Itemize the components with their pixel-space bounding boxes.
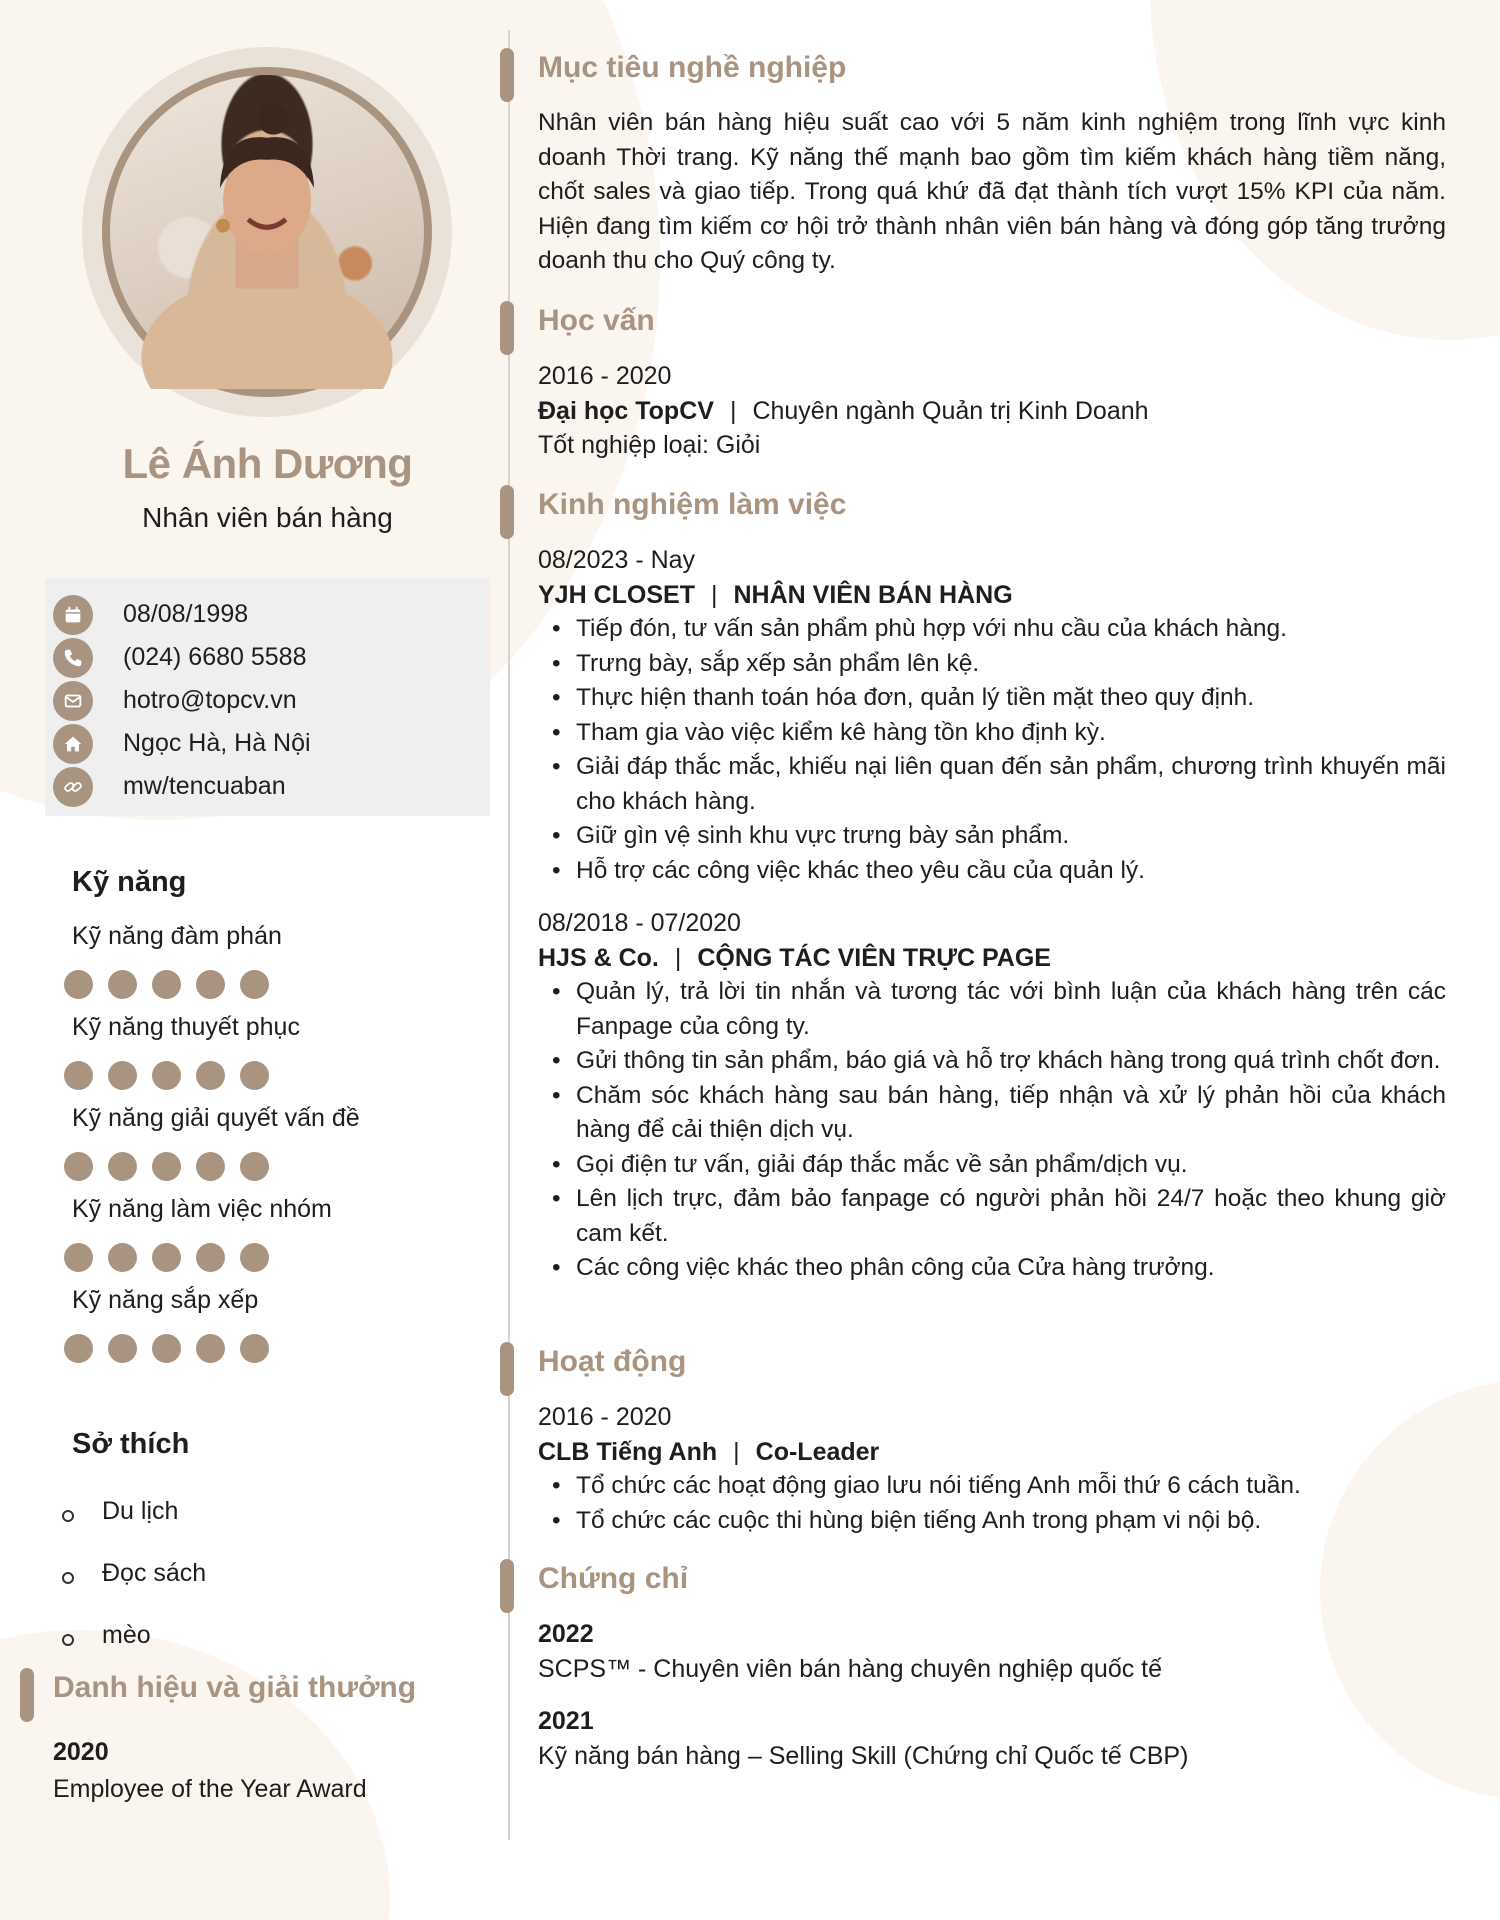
job-entry	[500, 543, 1450, 888]
award-name: Employee of the Year Award	[53, 1775, 367, 1803]
profile-name: Lê Ánh Dương	[122, 440, 413, 487]
hobby-item	[62, 1604, 206, 1666]
bullet-icon	[62, 1634, 74, 1646]
rating-dot	[108, 1061, 137, 1090]
duty-item: • Tổ chức các hoạt động giao lưu nói tiếng Anh mỗi thứ 6 cách tuần.	[538, 1469, 1446, 1504]
hobby-label: mèo	[102, 1620, 151, 1649]
skill-name: Kỹ năng giải quyết vấn đề	[72, 1104, 360, 1132]
birthday-text: 08/08/1998	[123, 600, 249, 628]
job-date: 08/2018 - 07/2020	[538, 909, 741, 937]
job-company: HJS & Co.	[538, 943, 659, 972]
rating-dot	[152, 1334, 181, 1363]
skill-rating	[64, 1152, 492, 1181]
rating-dot	[152, 1152, 181, 1181]
hobbies-heading: Sở thích	[72, 1428, 190, 1460]
rating-dot	[196, 1334, 225, 1363]
duty-item: • Chăm sóc khách hàng sau bán hàng, tiếp nhận và xử lý phản hồi của khách hàng để cải thiện dịch vụ.	[538, 1079, 1446, 1148]
rating-dot	[64, 970, 93, 999]
skill-name: Kỹ năng đàm phán	[72, 922, 282, 950]
rating-dot	[64, 1061, 93, 1090]
email-text[interactable]: hotro@topcv.vn	[123, 686, 297, 714]
skill-item	[72, 1013, 492, 1104]
rating-dot	[64, 1334, 93, 1363]
duty-item: • Thực hiện thanh toán hóa đơn, quản lý tiền mặt theo quy định.	[538, 681, 1446, 716]
duty-item: • Tham gia vào việc kiểm kê hàng tồn kho định kỳ.	[538, 716, 1446, 751]
job-role: NHÂN VIÊN BÁN HÀNG	[733, 580, 1013, 609]
separator: |	[729, 396, 737, 425]
skill-name: Kỹ năng làm việc nhóm	[72, 1195, 332, 1223]
rating-dot	[64, 1152, 93, 1181]
hobby-item	[62, 1542, 206, 1604]
rating-dot	[196, 970, 225, 999]
bullet-icon	[62, 1510, 74, 1522]
awards-heading: Danh hiệu và giải thưởng	[53, 1671, 417, 1704]
home-icon	[53, 724, 93, 764]
activity-header	[538, 1435, 1450, 1470]
school-major: Chuyên ngành Quản trị Kinh Doanh	[752, 396, 1149, 425]
calendar-icon	[53, 595, 93, 635]
skill-name: Kỹ năng sắp xếp	[72, 1286, 259, 1314]
profile-title: Nhân viên bán hàng	[142, 502, 393, 533]
activity-duties	[538, 1469, 1446, 1538]
activities-section	[500, 1342, 1450, 1538]
award-year: 2020	[53, 1738, 109, 1766]
separator: |	[733, 1437, 740, 1466]
section-marker	[20, 1668, 34, 1722]
duty-item: • Tiếp đón, tư vấn sản phẩm phù hợp với nhu cầu của khách hàng.	[538, 612, 1446, 647]
rating-dot	[196, 1061, 225, 1090]
job-date: 08/2023 - Nay	[538, 546, 696, 574]
skill-item	[72, 1104, 492, 1195]
skill-item	[72, 1195, 492, 1286]
experience-section	[500, 485, 1450, 1286]
hobby-label: Du lịch	[102, 1496, 179, 1525]
duty-item: • Tổ chức các cuộc thi hùng biện tiếng Anh trong phạm vi nội bộ.	[538, 1504, 1446, 1539]
skill-item	[72, 922, 492, 1013]
link-icon	[53, 767, 93, 807]
certificate-year: 2022	[538, 1620, 594, 1648]
objective-text: Nhân viên bán hàng hiệu suất cao với 5 năm kinh nghiệm trong lĩnh vực kinh doanh Thời trang. Kỹ năng thế mạnh bao gồm tìm kiếm khách hàng tiềm năng, chốt sales và giao tiếp. Trong quá khứ đã đạt thành tích vượt 15% KPI của năm. Hiện đang tìm kiếm cơ hội trở thành nhân viên bán hàng và đóng góp tăng trưởng doanh thu cho Quý công ty.	[538, 109, 1446, 274]
skill-name: Kỹ năng thuyết phục	[72, 1013, 300, 1041]
job-company: YJH CLOSET	[538, 580, 695, 609]
certificate-year: 2021	[538, 1707, 594, 1735]
duty-item: • Gọi điện tư vấn, giải đáp thắc mắc về sản phẩm/dịch vụ.	[538, 1148, 1446, 1183]
rating-dot	[152, 970, 181, 999]
separator: |	[674, 943, 682, 972]
skills-list	[72, 922, 492, 1377]
rating-dot	[108, 1243, 137, 1272]
activity-org: CLB Tiếng Anh	[538, 1437, 718, 1466]
job-role: CỘNG TÁC VIÊN TRỰC PAGE	[697, 943, 1051, 972]
rating-dot	[240, 1243, 269, 1272]
rating-dot	[240, 1061, 269, 1090]
education-school-line	[538, 394, 1450, 429]
skill-rating	[64, 1061, 492, 1090]
rating-dot	[240, 970, 269, 999]
contact-website	[45, 765, 490, 808]
rating-dot	[240, 1152, 269, 1181]
profile-photo	[110, 75, 424, 389]
education-grade: Tốt nghiệp loại: Giỏi	[538, 431, 761, 459]
website-text[interactable]: mw/tencuaban	[123, 772, 286, 800]
rating-dot	[240, 1334, 269, 1363]
rating-dot	[196, 1152, 225, 1181]
objective-heading: Mục tiêu nghề nghiệp	[538, 51, 847, 84]
section-marker	[500, 1559, 514, 1613]
certificate-name: SCPS™ - Chuyên viên bán hàng chuyên nghiệp quốc tế	[538, 1654, 1163, 1683]
duty-item: • Giải đáp thắc mắc, khiếu nại liên quan đến sản phẩm, chương trình khuyến mãi cho khách hàng.	[538, 750, 1446, 819]
duty-item: • Gửi thông tin sản phẩm, báo giá và hỗ trợ khách hàng trong quá trình chốt đơn.	[538, 1044, 1446, 1079]
skill-rating	[64, 1243, 492, 1272]
address-text: Ngọc Hà, Hà Nội	[123, 729, 311, 757]
certificate-name: Kỹ năng bán hàng – Selling Skill (Chứng chỉ Quốc tế CBP)	[538, 1741, 1189, 1770]
awards-section	[20, 1668, 500, 1804]
rating-dot	[108, 1152, 137, 1181]
skill-rating	[64, 970, 492, 999]
skills-heading: Kỹ năng	[72, 866, 187, 898]
experience-heading: Kinh nghiệm làm việc	[538, 488, 847, 521]
phone-icon	[53, 638, 93, 678]
activities-heading: Hoạt động	[538, 1345, 687, 1378]
activity-role: Co-Leader	[755, 1437, 880, 1466]
section-marker	[500, 1342, 514, 1396]
rating-dot	[108, 1334, 137, 1363]
duty-item: • Trưng bày, sắp xếp sản phẩm lên kệ.	[538, 647, 1446, 682]
contact-phone	[45, 636, 490, 679]
contact-box	[45, 578, 490, 816]
certificates-heading: Chứng chỉ	[538, 1562, 689, 1595]
job-duties	[538, 612, 1446, 888]
job-header	[538, 941, 1450, 976]
section-marker	[500, 48, 514, 102]
contact-email	[45, 679, 490, 722]
rating-dot	[64, 1243, 93, 1272]
duty-item: • Các công việc khác theo phân công của Cửa hàng trưởng.	[538, 1251, 1446, 1286]
job-entry	[500, 906, 1450, 1286]
rating-dot	[152, 1061, 181, 1090]
job-duties	[538, 975, 1446, 1286]
phone-text[interactable]: (024) 6680 5588	[123, 643, 307, 671]
education-date: 2016 - 2020	[538, 362, 672, 390]
section-marker	[500, 485, 514, 539]
email-icon	[53, 681, 93, 721]
hobby-item	[62, 1480, 206, 1542]
rating-dot	[108, 970, 137, 999]
duty-item: • Lên lịch trực, đảm bảo fanpage có người phản hồi 24/7 hoặc theo khung giờ cam kết.	[538, 1182, 1446, 1251]
job-header	[538, 578, 1450, 613]
contact-birthday	[45, 593, 490, 636]
hobbies-list	[62, 1480, 206, 1666]
skill-rating	[64, 1334, 492, 1363]
section-marker	[500, 301, 514, 355]
contact-address	[45, 722, 490, 765]
avatar	[82, 47, 452, 417]
hobby-label: Đọc sách	[102, 1558, 207, 1587]
duty-item: • Quản lý, trả lời tin nhắn và tương tác với bình luận của khách hàng trên các Fanpage của công ty.	[538, 975, 1446, 1044]
certificates-section	[500, 1559, 1450, 1773]
duty-item: • Giữ gìn vệ sinh khu vực trưng bày sản phẩm.	[538, 819, 1446, 854]
rating-dot	[152, 1243, 181, 1272]
skill-item	[72, 1286, 492, 1377]
rating-dot	[196, 1243, 225, 1272]
school-name: Đại học TopCV	[538, 396, 714, 425]
education-section	[500, 301, 1450, 463]
objective-section	[500, 48, 1450, 279]
duty-item: • Hỗ trợ các công việc khác theo yêu cầu của quản lý.	[538, 854, 1446, 889]
bullet-icon	[62, 1572, 74, 1584]
education-heading: Học vấn	[538, 304, 655, 337]
activity-date: 2016 - 2020	[538, 1403, 672, 1431]
separator: |	[710, 580, 718, 609]
profile-photo-illustration	[110, 75, 424, 389]
